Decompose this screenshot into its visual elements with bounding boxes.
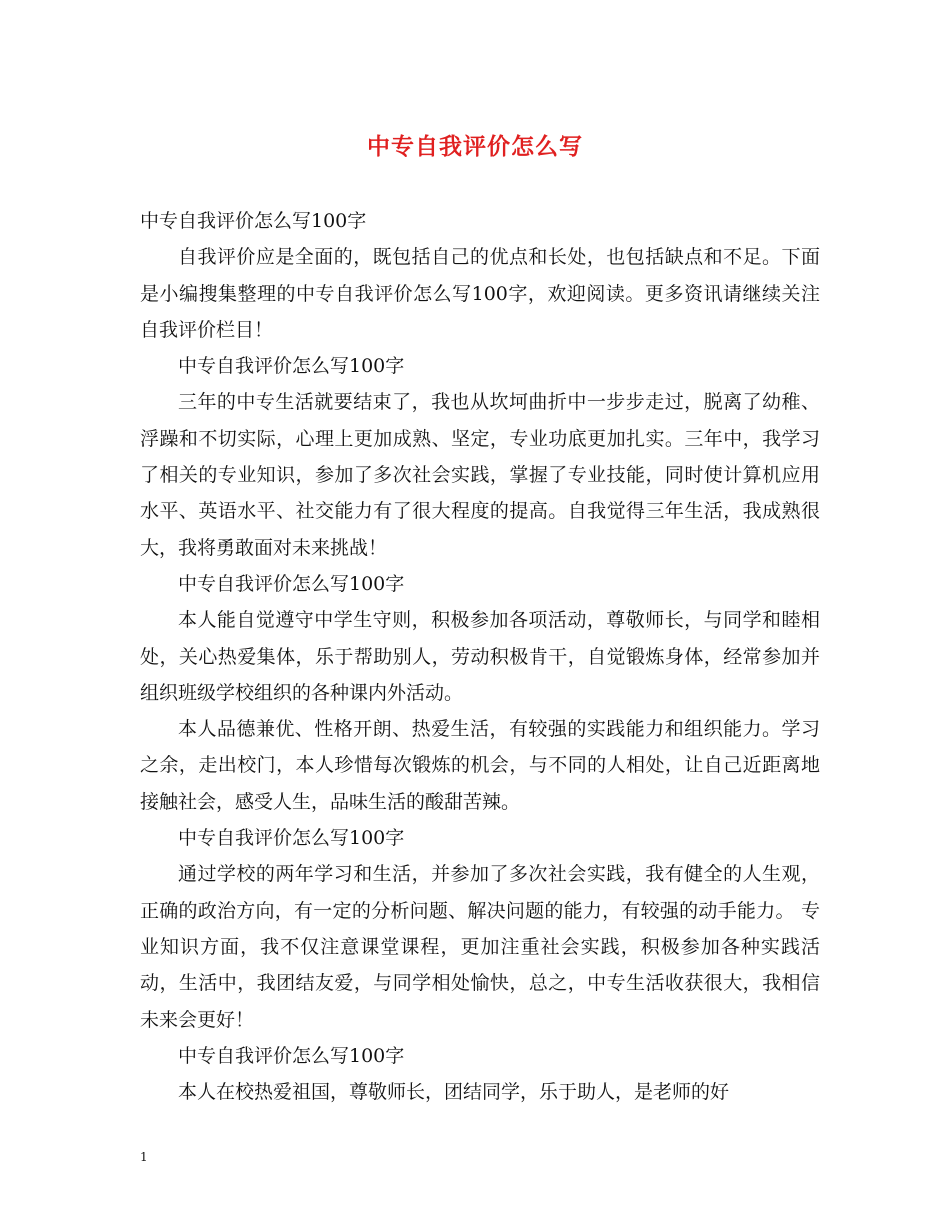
section-heading: 中专自我评价怎么写100字 [178, 572, 405, 595]
body-paragraph: 本人在校热爱祖国，尊敬师长，团结同学，乐于助人，是老师的好 [178, 1081, 730, 1104]
body-paragraph: 通过学校的两年学习和生活，并参加了多次社会实践，我有健全的人生观，正确的政治方向，有一定的分析问题、解决问题的能力，有较强的动手能力。 专业知识方面，我不仅注意课堂课程，更加注重社会实践，积极参加各种实践活动，生活中，我团结友爱，与同学相处愉快，总之，中专生活收获很大，我相信未来会更好！ [140, 863, 820, 1031]
section-heading: 中专自我评价怎么写100字 [178, 355, 405, 378]
document-body [140, 203, 820, 1110]
section-heading: 中专自我评价怎么写100字 [178, 1044, 405, 1067]
intro-paragraph: 自我评价应是全面的，既包括自己的优点和长处，也包括缺点和不足。下面是小编搜集整理的中专自我评价怎么写100字，欢迎阅读。更多资讯请继续关注自我评价栏目！ [140, 246, 820, 341]
intro-heading: 中专自我评价怎么写100字 [140, 210, 367, 232]
body-paragraph: 本人品德兼优、性格开朗、热爱生活，有较强的实践能力和组织能力。学习之余，走出校门，本人珍惜每次锻炼的机会，与不同的人相处，让自己近距离地接触社会，感受人生，品味生活的酸甜苦辣。 [140, 718, 820, 813]
document-title: 中专自我评价怎么写 [367, 133, 583, 160]
page-number: 1 [140, 1150, 148, 1164]
section-heading: 中专自我评价怎么写100字 [178, 827, 405, 850]
body-paragraph: 本人能自觉遵守中学生守则，积极参加各项活动，尊敬师长，与同学和睦相处，关心热爱集体，乐于帮助别人，劳动积极肯干，自觉锻炼身体，经常参加并组织班级学校组织的各种课内外活动。 [140, 609, 820, 704]
body-paragraph: 三年的中专生活就要结束了，我也从坎坷曲折中一步步走过，脱离了幼稚、浮躁和不切实际，心理上更加成熟、坚定，专业功底更加扎实。三年中，我学习了相关的专业知识，参加了多次社会实践，掌握了专业技能，同时使计算机应用水平、英语水平、社交能力有了很大程度的提高。自我觉得三年生活，我成熟很大，我将勇敢面对未来挑战！ [140, 391, 820, 559]
